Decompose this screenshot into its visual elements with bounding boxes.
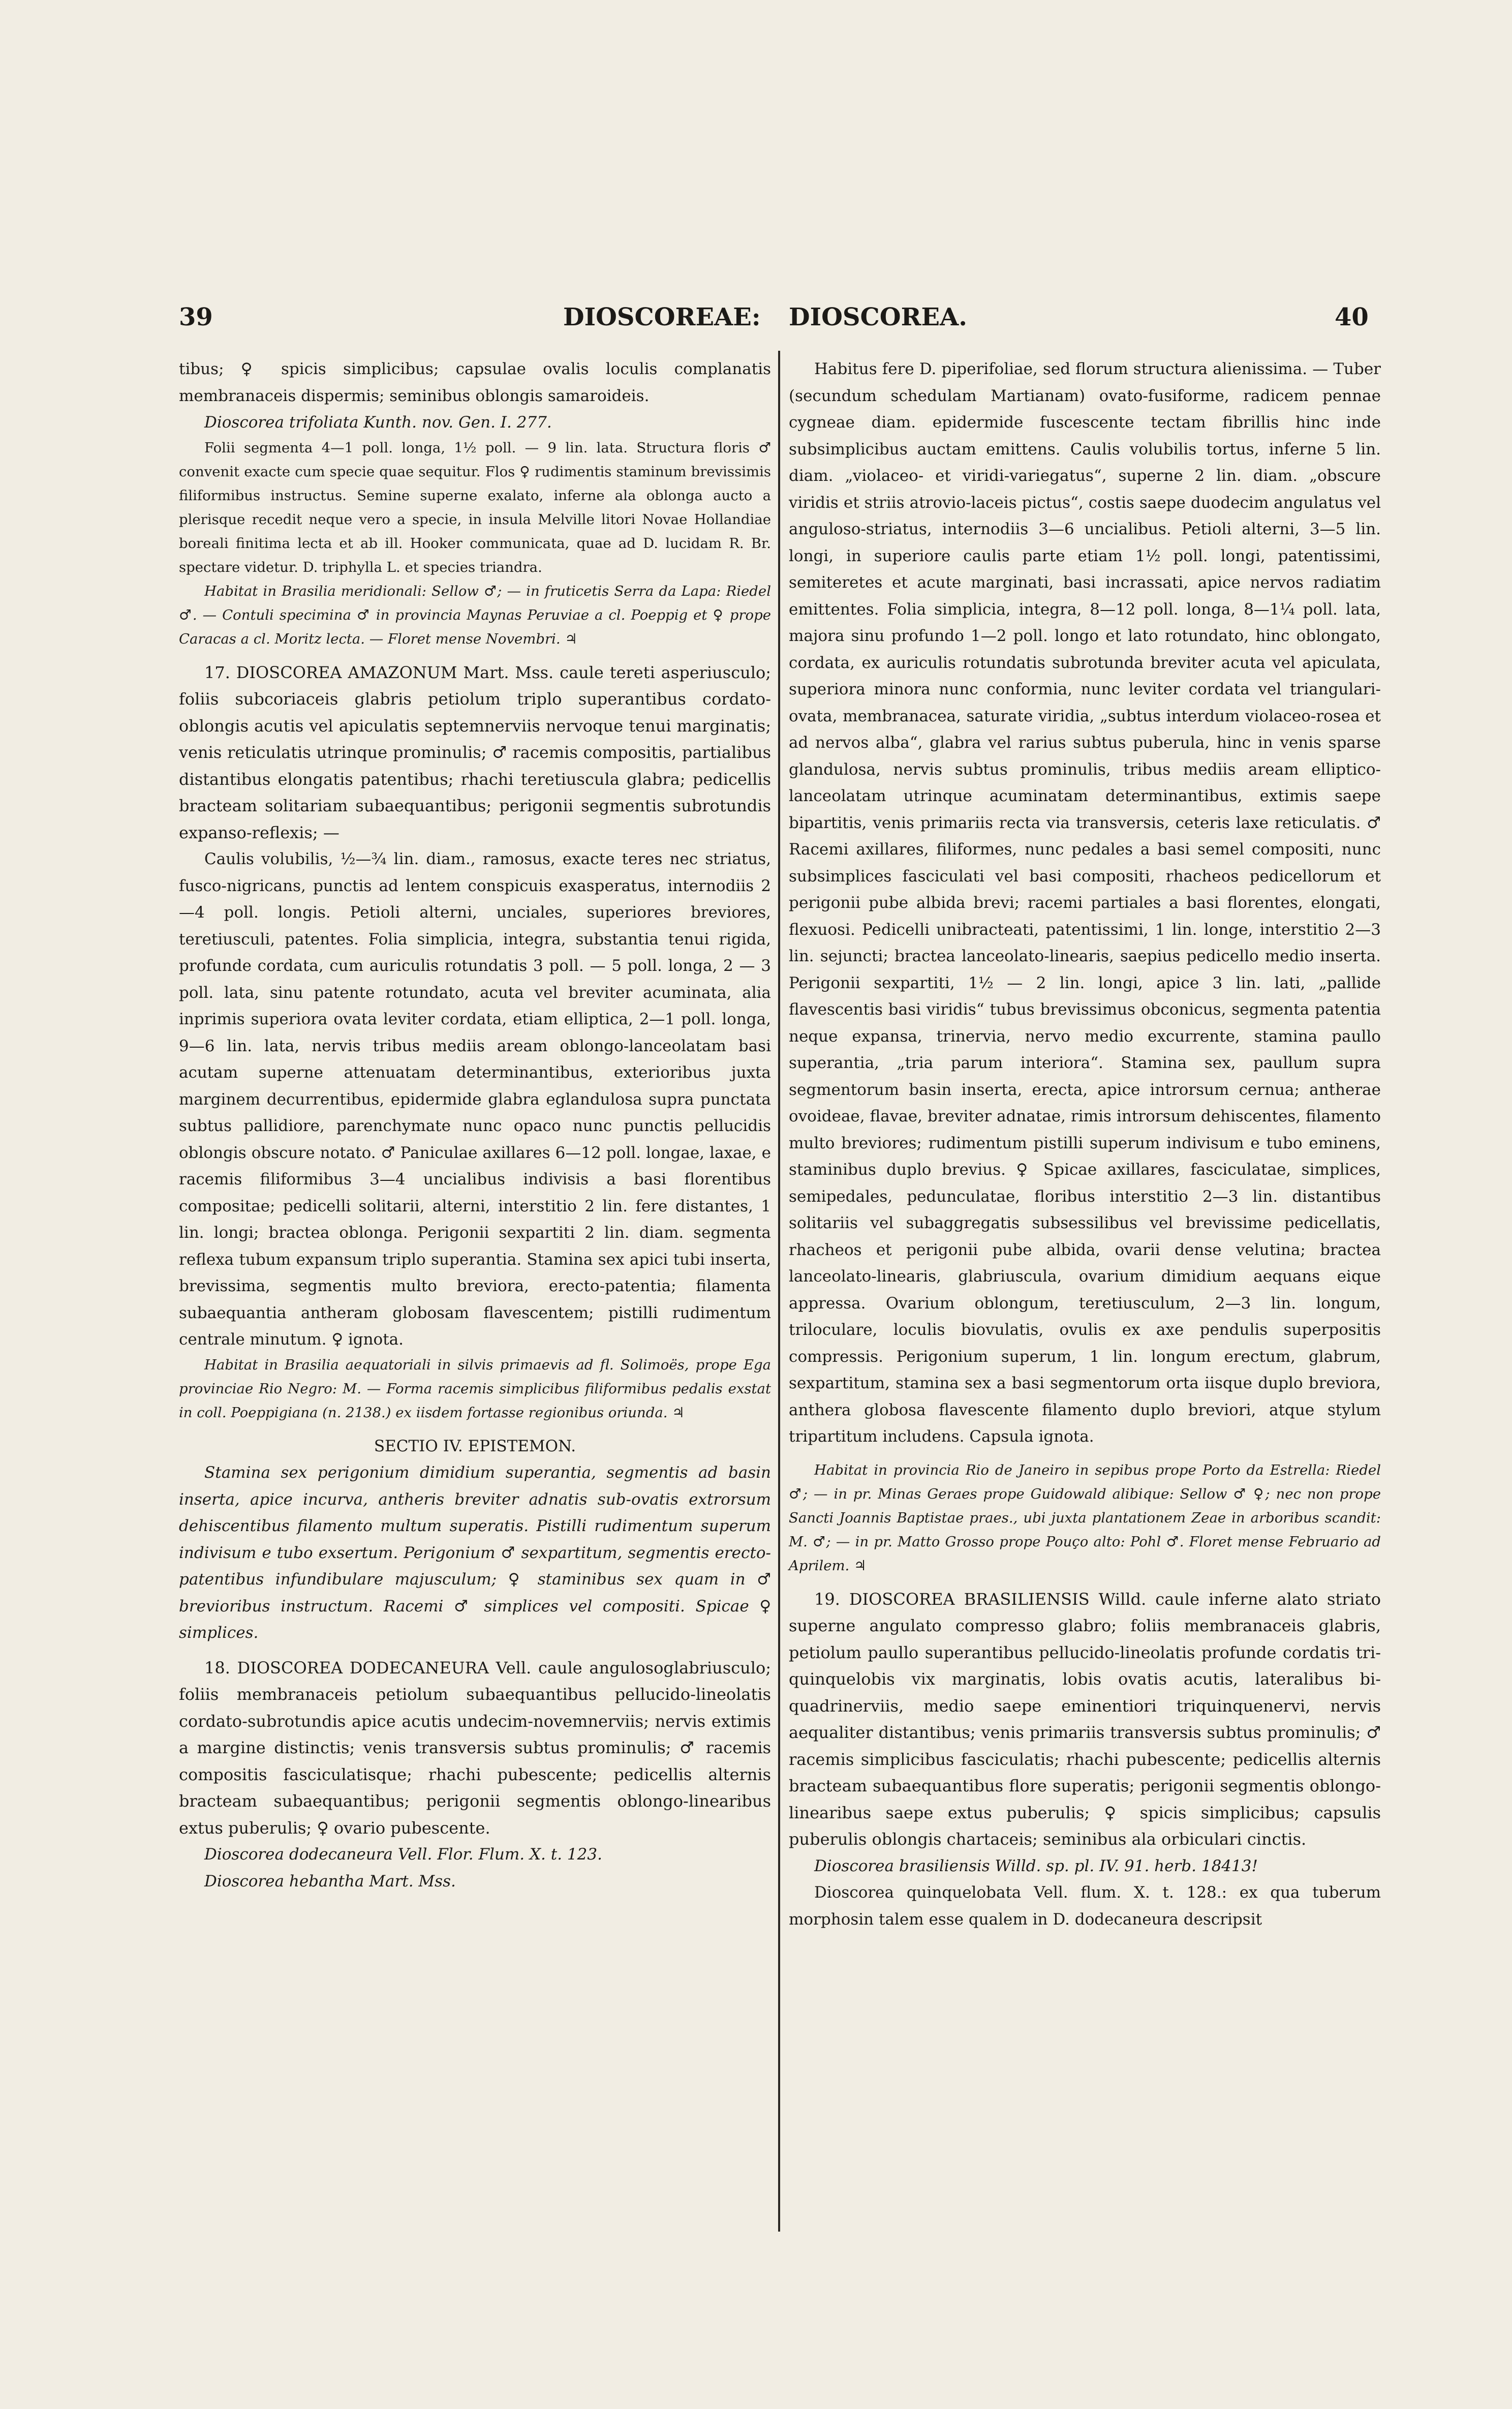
habitat-note: Habitat in Brasilia aequatoriali in silvis primaevis ad fl. Solimoës, prope Ega provinciae Rio Negro: M. — Forma racemis simplicibus filiformibus pedalis exstat in coll. Poeppigiana (n. 2138.) ex iisdem fortasse regionibus oriunda. ♃ — [179, 1356, 771, 1421]
citation: Dioscorea brasiliensis Willd. sp. pl. IV. 91. herb. 18413! — [814, 1856, 1258, 1875]
species-heading: 17. DIOSCOREA AMAZONUM Mart. Mss. caule tereti asperiusculo; foliis subcoriaceis glabris petiolum triplo superantibus cordato-oblongis acutis vel apiculatis septemnerviis nervoque tenui marginatis; venis reticulatis utrinque prominulis; ♂ racemis compositis, partialibus distantibus elongatis patentibus; rhachi teretiuscula glabra; pedicellis bracteam solitariam subaequantibus; perigonii segmentis subrotundis expanso-reflexis; — — [179, 662, 771, 842]
citation: Dioscorea hebantha Mart. Mss. — [204, 1872, 456, 1890]
page-number-right: 40 — [1335, 303, 1369, 331]
section-description: Stamina sex perigonium dimidium superantia, segmentis ad basin inserta, apice incurva, antheris breviter adnatis sub-ovatis extrorsum dehiscentibus filamento multum superatis. Pistilli rudimentum superum indivisum e tubo exsertum. Perigonium ♂ sexpartitum, segmentis erecto-patentibus infundibulare majusculum; ♀ staminibus sex quam in ♂ brevioribus instructum. Racemi ♂ simplices vel compositi. Spicae ♀ simplices. — [179, 1463, 771, 1642]
page-number-left: 39 — [179, 303, 213, 331]
habitat-note: Habitat in Brasilia meridionali: Sellow ♂; — in fruticetis Serra da Lapa: Riedel ♂. — Contuli specimina ♂ in provincia Maynas Peruviae a cl. Poeppig et ♀ prope Caracas a cl. Moritz lecta. — Floret mense Novembri. ♃ — [179, 583, 771, 647]
paragraph: tibus; ♀ spicis simplicibus; capsulae ovalis loculis complanatis membranaceis dispermis; seminibus oblongis samaroideis. — [179, 360, 771, 405]
habitat-note: Habitat in provincia Rio de Janeiro in sepibus prope Porto da Estrella: Riedel ♂; — in pr. Minas Geraes prope Guidowald alibique: Sellow ♂ ♀; nec non prope Sancti Joannis Baptistae praes., ubi juxta plantationem Zeae in arboribus scandit: M. ♂; — in pr. Matto Grosso prope Pouço alto: Pohl ♂. Floret mense Februario ad Aprilem. ♃ — [789, 1461, 1381, 1574]
running-head-right: DIOSCOREA. — [789, 303, 967, 331]
citation: Dioscorea dodecaneura Vell. Flor. Flum. X. t. 123. — [204, 1845, 602, 1864]
citation: Dioscorea trifoliata Kunth. nov. Gen. I. 277. — [204, 413, 552, 432]
paragraph-note: Folii segmenta 4—1 poll. longa, 1½ poll. — 9 lin. lata. Structura floris ♂ convenit exacte cum specie quae sequitur. Flos ♀ rudimentis staminum brevissimis filiformibus instructus. Semine superne exalato, inferne ala oblonga aucto a plerisque recedit neque vero a specie, in insula Melville litori Novae Hollandiae boreali finitima lecta et ab ill. Hooker communicata, quae ad D. lucidam R. Br. spectare videtur. D. triphylla L. et species triandra. — [179, 439, 771, 575]
section-heading: SECTIO IV. EPISTEMON. — [374, 1437, 576, 1455]
paragraph: Caulis volubilis, ½—¾ lin. diam., ramosus, exacte teres nec striatus, fusco-nigricans, punctis ad lentem conspicuis exasperatus, internodiis 2—4 poll. longis. Petioli alterni, unciales, superiores breviores, teretiusculi, patentes. Folia simplicia, integra, substantia tenui rigida, profunde cordata, cum auriculis rotundatis 3 poll. — 5 poll. longa, 2 — 3 poll. lata, sinu patente rotundato, acuta vel breviter acuminata, alia inprimis superiora ovata leviter cordata, etiam elliptica, 2—1 poll. longa, 9—6 lin. lata, nervis tribus mediis aream oblongo-lanceolatam basi acutam superne attenuatam determinantibus, exterioribus juxta marginem decurrentibus, epidermide glabra eglandulosa supra punctata subtus pallidiore, parenchymate nunc opaco nunc punctis pellucidis oblongis obscure notato. ♂ Paniculae axillares 6—12 poll. longae, laxae, e racemis filiformibus 3—4 uncialibus indivisis a basi florentibus compositae; pedicelli solitarii, alterni, interstitio 2 lin. fere distantes, 1 lin. longi; bractea oblonga. Perigonii sexpartiti 2 lin. diam. segmenta reflexa tubum expansum triplo superantia. Stamina sex apici tubi inserta, brevissima, segmentis multo breviora, erecto-patentia; filamenta subaequantia antheram globosam flavescentem; pistilli rudimentum centrale minutum. ♀ ignota. — [179, 850, 771, 1349]
column-divider — [778, 351, 780, 2232]
species-heading: 19. DIOSCOREA BRASILIENSIS Willd. caule inferne alato striato superne angulato compresso glabro; foliis membranaceis glabris, petiolum paullo superantibus pellucido-lineolatis profunde cordatis tri-quinquelobis vix marginatis, lobis ovatis acutis, lateralibus bi-quadrinerviis, medio saepe eminentiori triquinquenervi, nervis aequaliter distantibus; venis primariis transversis subtus prominulis; ♂ racemis simplicibus fasciculatis; rhachi pubescente; pedicellis alternis bracteam subaequantibus flore superatis; perigonii segmentis oblongo-linearibus saepe extus puberulis; ♀ spicis simplicibus; capsulis puberulis oblongis chartaceis; seminibus ala orbiculari cinctis. — [789, 1589, 1381, 1849]
paragraph: Habitus fere D. piperifoliae, sed florum structura alienissima. — Tuber (secundum schedulam Martianam) ovato-fusiforme, radicem pennae cygneae diam. epidermide fuscescente tectam fibrillis hinc inde subsimplicibus auctam emittens. Caulis volubilis tortus, inferne 5 lin. diam. „violaceo- et viridi-variegatus“, superne 2 lin. diam. „obscure viridis et striis atrovio-laceis pictus“, costis saepe duodecim angulatus vel anguloso-striatus, internodiis 3—6 uncialibus. Petioli alterni, 3—5 lin. longi, in superiore caulis parte etiam 1½ poll. longi, patentissimi, semiteretes et acute marginati, basi incrassati, apice nervos radiatim emittentes. Folia simplicia, integra, 8—12 poll. longa, 8—1¼ poll. lata, majora sinu profundo 1—2 poll. longo et lato rotundato, hinc oblongato, cordata, ex auriculis rotundatis subrotunda breviter acuta vel apiculata, superiora minora nunc conformia, nunc leviter cordata vel triangulari-ovata, membranacea, saturate viridia, „subtus interdum violaceo-rosea et ad nervos alba“, glabra vel rarius subtus puberula, hinc in venis sparse glandulosa, nervis subtus prominulis, tribus mediis aream elliptico-lanceolatam utrinque acuminatam determinantibus, extimis saepe bipartitis, venis primariis recta via transversis, ceteris laxe reticulatis. ♂ Racemi axillares, filiformes, nunc pedales a basi semel compositi, nunc subsimplices fasciculati vel basi compositi, rhacheos pedicellorum et perigonii pube albida brevi; racemi partiales a basi florentes, elongati, flexuosi. Pedicelli unibracteati, patentissimi, 1 lin. longe, interstitio 2—3 lin. sejuncti; bractea lanceolato-linearis, saepius pedicello medio inserta. Perigonii sexpartiti, 1½ — 2 lin. longi, apice 3 lin. lati, „pallide flavescentis basi viridis“ tubus brevissimus obconicus, segmenta patentia neque expansa, trinervia, nervo medio excurrente, stamina paullo superantia, „tria parum interiora“. Stamina sex, paullum supra segmentorum basin inserta, erecta, apice introrsum cernua; antherae ovoideae, flavae, breviter adnatae, rimis introrsum dehiscentes, filamento multo breviores; rudimentum pistilli superum indivisum e tubo eminens, staminibus duplo brevius. ♀ Spicae axillares, fasciculatae, simplices, semipedales, pedunculatae, floribus interstitio 2—3 lin. distantibus solitariis vel subaggregatis subsessilibus vel brevissime pedicellatis, rhacheos et perigonii pube albida, ovarii dense velutina; bractea lanceolato-linearis, glabriuscula, ovarium dimidium aequans eique appressa. Ovarium oblongum, teretiusculum, 2—3 lin. longum, triloculare, loculis biovulatis, ovulis ex axe pendulis superpositis compressis. Perigonium superum, 1 lin. longum erectum, glabrum, sexpartitum, stamina sex a basi segmentorum orta iisque duplo breviora, anthera globosa flavescente filamento duplo breviori, atque stylum tripartitum includens. Capsula ignota. — [789, 360, 1381, 1446]
running-head-left: DIOSCOREAE: — [563, 303, 761, 331]
species-heading: 18. DIOSCOREA DODECANEURA Vell. caule angulosoglabriusculo; foliis membranaceis petiolum subaequantibus pellucido-lineolatis cordato-subrotundis apice acutis undecim-novemnerviis; nervis extimis a margine distinctis; venis transversis subtus prominulis; ♂ racemis compositis fasciculatisque; rhachi pubescente; pedicellis alternis bracteam subaequantibus; perigonii segmentis oblongo-linearibus extus puberulis; ♀ ovario pubescente. — [179, 1658, 771, 1838]
left-column — [179, 356, 771, 1895]
right-column — [789, 356, 1381, 1933]
citation: Dioscorea quinquelobata Vell. flum. X. t. 128.: ex qua tuberum morphosin talem esse qualem in D. dodecaneura descripsit — [789, 1883, 1381, 1929]
